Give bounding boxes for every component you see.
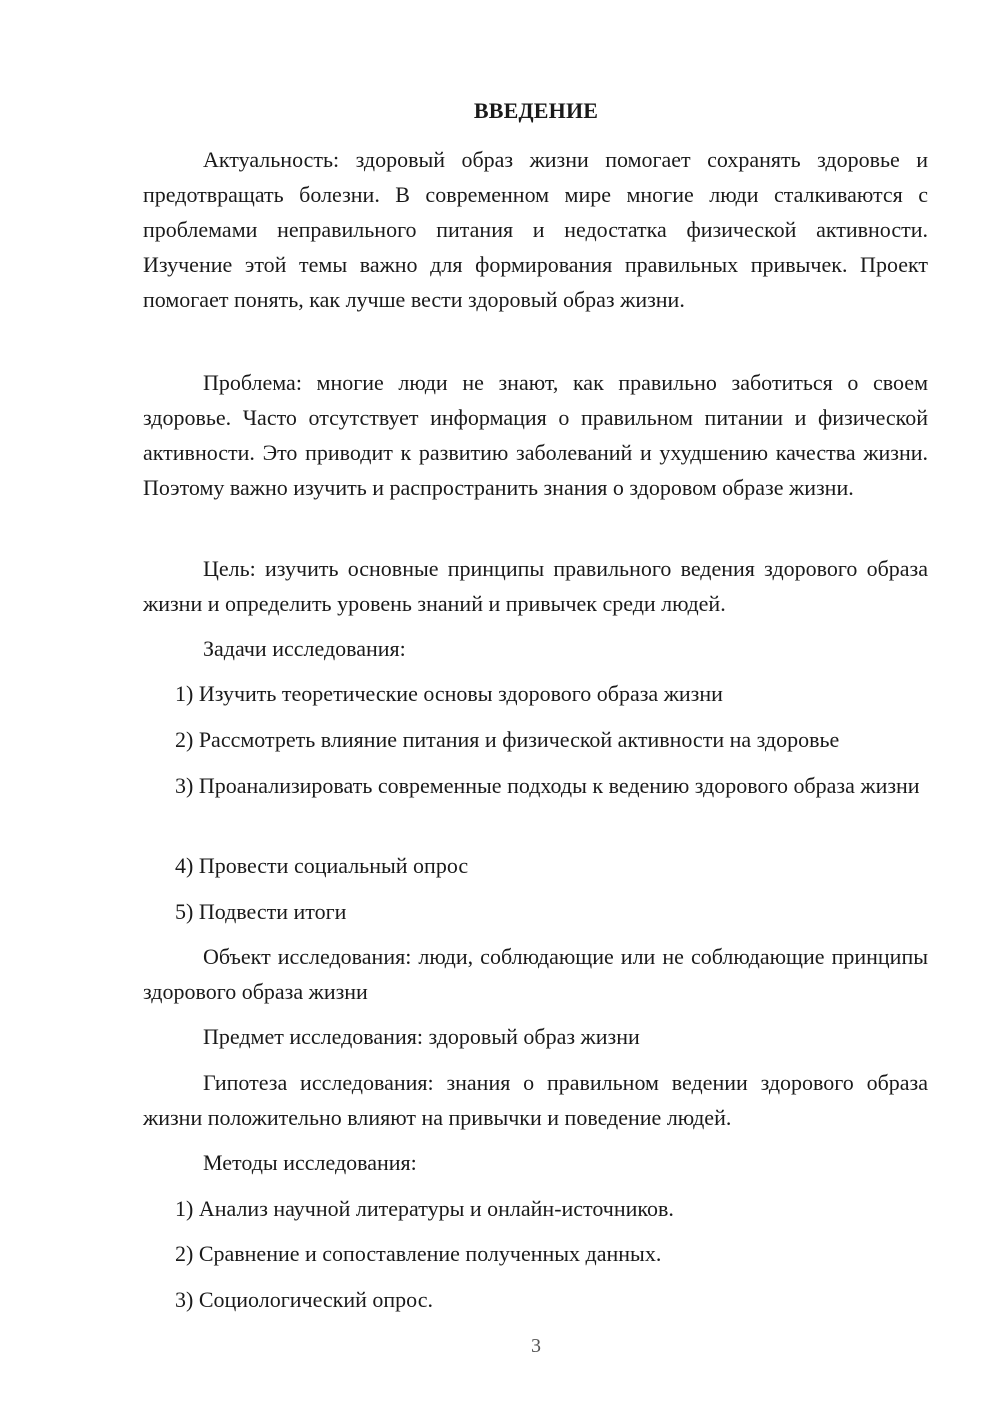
task-item: 5) Подвести итоги xyxy=(175,899,347,924)
problem-paragraph: Проблема: многие люди не знают, как правильно заботиться о своем здоровье. Часто отсутствует информация о правильном питании и физической активности. Это приводит к развитию заболеваний и ухудшению качества жизни. Поэтому важно изучить и распространить знания о здоровом образе жизни. xyxy=(143,370,928,500)
subject-paragraph: Предмет исследования: здоровый образ жизни xyxy=(203,1024,640,1049)
method-item: 1) Анализ научной литературы и онлайн-источников. xyxy=(175,1196,674,1221)
relevance-paragraph: Актуальность: здоровый образ жизни помогает сохранять здоровье и предотвращать болезни. В современном мире многие люди сталкиваются с проблемами неправильного питания и недостатка физической активности. Изучение этой темы важно для формирования правильных привычек. Проект помогает понять, как лучше вести здоровый образ жизни. xyxy=(143,147,928,312)
task-item: 3) Проанализировать современные подходы к ведению здорового образа жизни xyxy=(175,773,920,798)
goal-paragraph: Цель: изучить основные принципы правильного ведения здорового образа жизни и определить уровень знаний и привычек среди людей. xyxy=(143,556,928,616)
page-number: 3 xyxy=(531,1335,541,1357)
task-item: 2) Рассмотреть влияние питания и физической активности на здоровье xyxy=(175,727,840,752)
task-item: 4) Провести социальный опрос xyxy=(175,853,469,878)
method-item: 2) Сравнение и сопоставление полученных данных. xyxy=(175,1241,662,1266)
tasks-heading: Задачи исследования: xyxy=(203,636,406,661)
object-paragraph: Объект исследования: люди, соблюдающие или не соблюдающие принципы здорового образа жизни xyxy=(143,944,928,1004)
page-title: ВВЕДЕНИЕ xyxy=(473,98,599,123)
task-item: 1) Изучить теоретические основы здорового образа жизни xyxy=(175,681,723,706)
hypothesis-paragraph: Гипотеза исследования: знания о правильном ведении здорового образа жизни положительно влияют на привычки и поведение людей. xyxy=(143,1070,928,1130)
method-item: 3) Социологический опрос. xyxy=(175,1287,433,1312)
methods-heading: Методы исследования: xyxy=(203,1150,417,1175)
